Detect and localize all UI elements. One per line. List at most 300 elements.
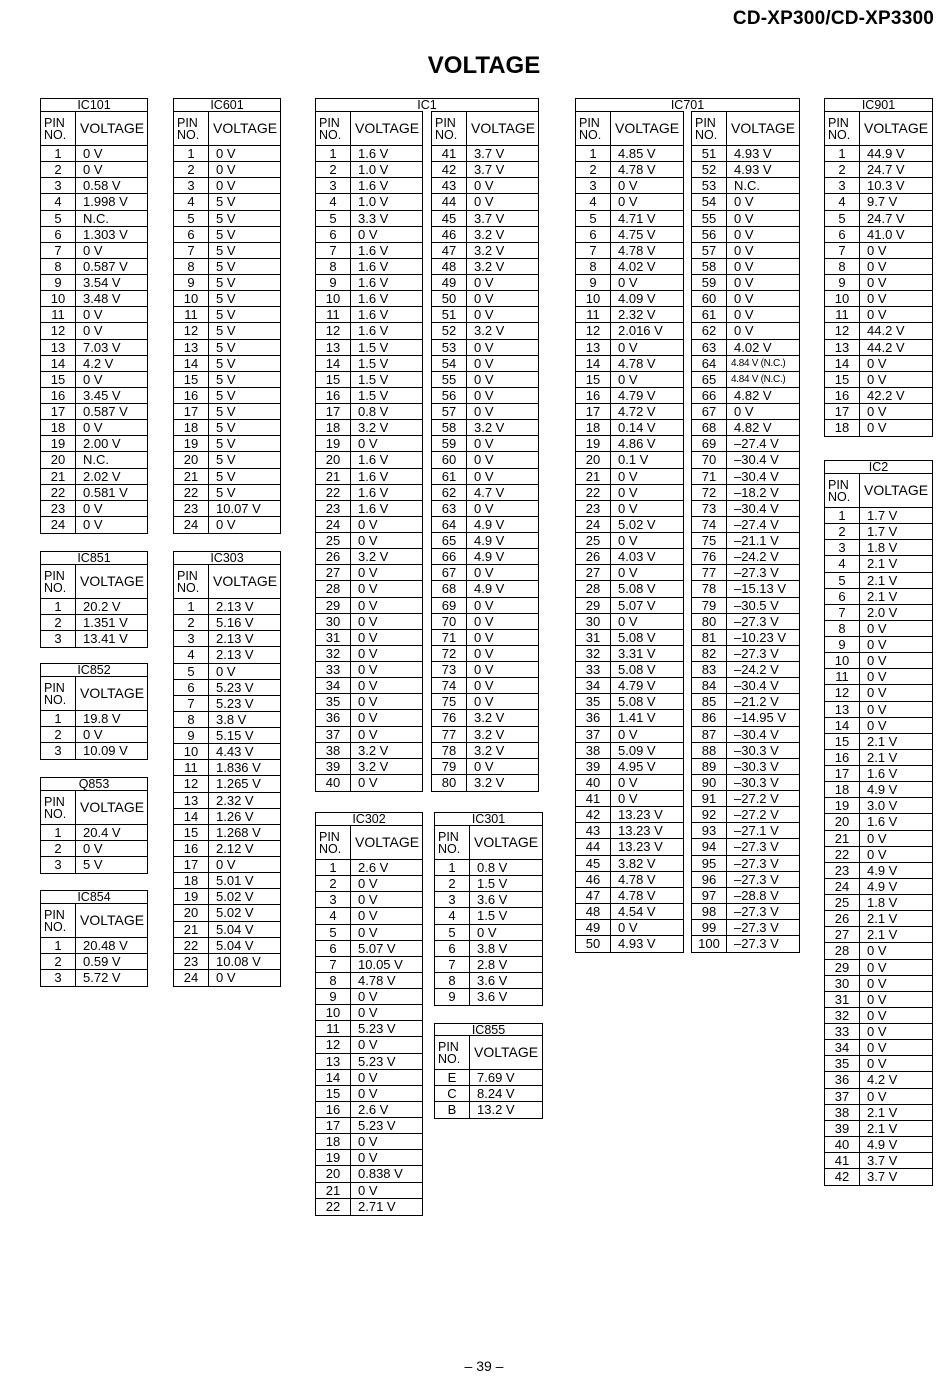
- table-row: [41, 970, 147, 986]
- voltage-value: 0 V: [83, 146, 103, 161]
- table-row: [576, 888, 683, 904]
- pin-number: 18: [174, 873, 209, 888]
- voltage-value: –30.3 V: [734, 758, 779, 774]
- pin-number: 14: [576, 356, 611, 371]
- voltage-value: 2.1 V: [867, 749, 898, 765]
- table-row: [316, 759, 422, 775]
- voltage-value: 0 V: [618, 484, 638, 500]
- table-row: [316, 227, 422, 243]
- table-row: [825, 685, 932, 701]
- table-row: [316, 1037, 422, 1053]
- voltage-value: 20.2 V: [83, 599, 121, 614]
- table-row: [432, 646, 538, 662]
- voltage-table: [315, 111, 423, 792]
- pin-number: 50: [576, 936, 611, 952]
- ic852-block: [40, 663, 148, 760]
- voltage-value: 1.6 V: [358, 291, 389, 307]
- voltage-value: 2.6 V: [358, 1101, 389, 1117]
- pin-number: 17: [825, 766, 860, 781]
- table-row: [576, 549, 683, 565]
- table-row: [692, 162, 799, 178]
- voltage-value: 0.838 V: [358, 1166, 403, 1182]
- voltage-value: 5 V: [216, 420, 236, 436]
- table-row: [174, 712, 280, 728]
- table-row: [692, 211, 799, 227]
- pin-number: 35: [316, 694, 351, 709]
- voltage-value: 0 V: [474, 452, 494, 468]
- table-title: IC855: [434, 1023, 543, 1036]
- pin-number: 10: [174, 291, 209, 306]
- voltage-value: 0 V: [358, 581, 378, 597]
- voltage-value: 0 V: [618, 371, 638, 387]
- voltage-value: 4.9 V: [867, 862, 898, 878]
- pin-number: 56: [692, 227, 727, 242]
- voltage-table: [691, 111, 800, 953]
- voltage-value: 5 V: [216, 194, 236, 210]
- voltage-value: 2.1 V: [867, 556, 898, 572]
- table-row: [316, 291, 422, 307]
- pin-no-header: [692, 112, 727, 145]
- voltage-value: 4.84 V (N.C.): [731, 373, 786, 385]
- voltage-value: 0 V: [474, 629, 494, 645]
- table-row: [174, 615, 280, 631]
- pin-label: PIN: [579, 116, 600, 130]
- voltage-header: VOLTAGE: [864, 482, 929, 498]
- voltage-value: 1.7 V: [867, 508, 898, 523]
- pin-number: 4: [174, 647, 209, 662]
- table-row: [692, 759, 799, 775]
- pin-number: 36: [576, 710, 611, 725]
- table-row: [432, 775, 538, 791]
- pin-number: 90: [692, 775, 727, 790]
- voltage-value: 0 V: [358, 1085, 378, 1101]
- table-row: [174, 696, 280, 712]
- voltage-value: 0 V: [358, 1005, 378, 1021]
- voltage-value: 0 V: [734, 226, 754, 242]
- voltage-value: 1.6 V: [358, 468, 389, 484]
- voltage-value: 5.08 V: [618, 581, 656, 597]
- pin-number: 55: [432, 372, 467, 387]
- table-row: [432, 581, 538, 597]
- pin-number: 5: [825, 211, 860, 226]
- pin-number: 16: [174, 388, 209, 403]
- pin-number: 48: [576, 904, 611, 919]
- pin-number: 76: [432, 710, 467, 725]
- pin-number: 5: [316, 925, 351, 940]
- pin-number: 16: [316, 388, 351, 403]
- pin-no-header: [174, 565, 209, 598]
- pin-number: 3: [825, 178, 860, 193]
- table-row: [174, 243, 280, 259]
- voltage-header: VOLTAGE: [213, 573, 278, 589]
- table-row: [825, 1105, 932, 1121]
- pin-number: 46: [432, 227, 467, 242]
- voltage-value: 2.1 V: [867, 927, 898, 943]
- voltage-value: 1.303 V: [83, 226, 128, 242]
- pin-number: 5: [316, 211, 351, 226]
- voltage-value: 0 V: [867, 669, 887, 685]
- table-row: [174, 793, 280, 809]
- voltage-value: 0.14 V: [618, 420, 656, 436]
- table-row: [432, 372, 538, 388]
- table-row: [316, 710, 422, 726]
- voltage-value: 0 V: [474, 468, 494, 484]
- q853-block: [40, 777, 148, 874]
- pin-number: 39: [576, 759, 611, 774]
- voltage-value: 3.2 V: [474, 742, 505, 758]
- table-row: [576, 259, 683, 275]
- pin-number: 51: [432, 307, 467, 322]
- table-header: [316, 826, 422, 860]
- table-row: [692, 356, 799, 372]
- voltage-value: 0 V: [867, 653, 887, 669]
- pin-number: 3: [41, 631, 76, 647]
- pin-number: 9: [174, 728, 209, 743]
- pin-number: 23: [825, 863, 860, 878]
- voltage-value: 0 V: [618, 726, 638, 742]
- pin-number: 9: [316, 989, 351, 1004]
- no-label: NO.: [44, 128, 67, 142]
- voltage-value: 3.2 V: [474, 226, 505, 242]
- table-row: [825, 669, 932, 685]
- pin-number: 8: [41, 259, 76, 274]
- pin-number: 11: [174, 760, 209, 775]
- voltage-value: 0 V: [474, 694, 494, 710]
- pin-number: 22: [316, 1199, 351, 1215]
- pin-number: 31: [825, 992, 860, 1007]
- voltage-value: 4.84 V (N.C.): [731, 357, 786, 369]
- table-row: [692, 146, 799, 162]
- table-row: [576, 727, 683, 743]
- voltage-value: 5 V: [216, 404, 236, 419]
- table-row: [432, 469, 538, 485]
- voltage-header: VOLTAGE: [474, 1044, 539, 1060]
- pin-number: 24: [316, 517, 351, 532]
- voltage-value: 3.2 V: [474, 242, 505, 258]
- table-row: [41, 825, 147, 841]
- pin-number: 68: [432, 581, 467, 596]
- voltage-value: 2.1 V: [867, 911, 898, 927]
- voltage-value: 0 V: [358, 710, 378, 726]
- table-row: [174, 469, 280, 485]
- pin-number: 5: [435, 925, 470, 940]
- table-row: [41, 954, 147, 970]
- table-row: [432, 340, 538, 356]
- table-row: [174, 227, 280, 243]
- pin-number: 71: [692, 469, 727, 484]
- table-row: [825, 750, 932, 766]
- pin-number: 43: [432, 178, 467, 193]
- voltage-value: 0 V: [618, 275, 638, 290]
- pin-number: 3: [41, 857, 76, 873]
- ic301-block: [434, 812, 543, 1006]
- pin-number: 17: [174, 857, 209, 872]
- table-row: [174, 776, 280, 792]
- voltage-value: 5.23 V: [358, 1021, 396, 1037]
- pin-number: 6: [825, 589, 860, 604]
- table-row: [825, 879, 932, 895]
- table-row: [692, 743, 799, 759]
- voltage-value: 4.82 V: [734, 387, 772, 403]
- no-label: NO.: [579, 128, 602, 142]
- pin-number: 42: [576, 807, 611, 822]
- table-header: [825, 112, 932, 146]
- pin-number: 42: [432, 162, 467, 177]
- table-title: IC301: [434, 812, 543, 825]
- pin-number: 21: [174, 922, 209, 937]
- pin-number: 13: [174, 793, 209, 808]
- pin-number: B: [435, 1102, 470, 1118]
- pin-number: 24: [41, 517, 76, 533]
- pin-number: 2: [41, 615, 76, 630]
- voltage-value: 5.23 V: [216, 679, 254, 695]
- table-row: [432, 323, 538, 339]
- table-row: [825, 1056, 932, 1072]
- table-row: [316, 211, 422, 227]
- voltage-value: 2.016 V: [618, 323, 663, 339]
- pin-number: 29: [316, 598, 351, 613]
- table-row: [316, 1086, 422, 1102]
- table-row: [41, 938, 147, 954]
- voltage-value: 4.93 V: [734, 162, 772, 178]
- table-row: [825, 275, 932, 291]
- table-row: [174, 680, 280, 696]
- voltage-value: 3.3 V: [358, 210, 389, 226]
- voltage-value: –24.2 V: [734, 662, 779, 677]
- voltage-value: 1.6 V: [358, 178, 389, 194]
- table-row: [825, 992, 932, 1008]
- voltage-value: 1.0 V: [358, 194, 389, 210]
- voltage-value: 4.82 V: [734, 420, 772, 436]
- pin-label: PIN: [44, 795, 65, 809]
- voltage-value: 0 V: [867, 830, 887, 846]
- table-row: [316, 1005, 422, 1021]
- pin-number: 88: [692, 743, 727, 758]
- table-row: [825, 814, 932, 830]
- voltage-value: 5.02 V: [216, 889, 254, 905]
- table-header: [432, 112, 538, 146]
- table-row: [174, 436, 280, 452]
- pin-number: 59: [432, 436, 467, 451]
- table-row: [432, 388, 538, 404]
- pin-number: 22: [316, 485, 351, 500]
- pin-number: 57: [692, 243, 727, 258]
- table-row: [825, 146, 932, 162]
- voltage-value: 1.6 V: [358, 452, 389, 468]
- table-row: [174, 857, 280, 873]
- table-row: [41, 485, 147, 501]
- table-row: [825, 340, 932, 356]
- pin-number: 1: [435, 860, 470, 875]
- pin-number: 10: [316, 1005, 351, 1020]
- pin-number: 36: [825, 1072, 860, 1087]
- no-label: NO.: [44, 807, 67, 821]
- pin-number: 4: [316, 194, 351, 209]
- voltage-header: VOLTAGE: [355, 834, 420, 850]
- pin-number: 45: [432, 211, 467, 226]
- voltage-value: –28.8 V: [734, 887, 779, 903]
- voltage-value: 44.2 V: [867, 323, 905, 339]
- pin-number: 15: [316, 372, 351, 387]
- table-row: [692, 452, 799, 468]
- voltage-value: 4.2 V: [867, 1072, 898, 1088]
- pin-number: 47: [576, 888, 611, 903]
- voltage-value: 4.79 V: [618, 387, 656, 403]
- voltage-value: 20.48 V: [83, 938, 128, 953]
- voltage-value: 4.9 V: [867, 1136, 898, 1152]
- pin-number: 6: [41, 227, 76, 242]
- voltage-value: 13.41 V: [83, 631, 128, 647]
- pin-no-header: [435, 1036, 470, 1069]
- table-row: [692, 388, 799, 404]
- table-header: [576, 112, 683, 146]
- table-row: [174, 599, 280, 615]
- table-row: [576, 904, 683, 920]
- table-header: [435, 1036, 542, 1070]
- table-title: IC601: [173, 98, 281, 111]
- pin-number: 69: [692, 436, 727, 451]
- pin-number: 6: [316, 941, 351, 956]
- pin-label: PIN: [319, 116, 340, 130]
- table-row: [692, 904, 799, 920]
- pin-number: 8: [825, 259, 860, 274]
- pin-number: 5: [825, 573, 860, 588]
- pin-number: 11: [825, 669, 860, 684]
- table-row: [825, 356, 932, 372]
- voltage-value: 2.8 V: [477, 956, 508, 972]
- voltage-value: 13.23 V: [618, 839, 663, 855]
- ic303-block: [173, 551, 281, 987]
- pin-number: 74: [432, 678, 467, 693]
- pin-number: 22: [174, 938, 209, 953]
- pin-number: 23: [576, 501, 611, 516]
- table-row: [316, 146, 422, 162]
- voltage-value: 3.2 V: [474, 774, 505, 790]
- voltage-value: N.C.: [83, 210, 109, 226]
- voltage-value: 1.5 V: [477, 876, 508, 892]
- pin-number: 16: [174, 841, 209, 856]
- table-row: [576, 404, 683, 420]
- pin-number: 15: [41, 372, 76, 387]
- voltage-value: 2.00 V: [83, 436, 121, 452]
- table-row: [825, 524, 932, 540]
- voltage-value: 4.9 V: [474, 549, 505, 565]
- voltage-value: 24.7 V: [867, 210, 905, 226]
- table-row: [174, 178, 280, 194]
- table-row: [825, 211, 932, 227]
- pin-number: 33: [316, 662, 351, 677]
- pin-number: 5: [576, 211, 611, 226]
- voltage-value: 0 V: [358, 694, 378, 710]
- table-row: [692, 549, 799, 565]
- voltage-value: 5.72 V: [83, 970, 121, 986]
- table-row: [174, 307, 280, 323]
- voltage-value: 5 V: [216, 339, 236, 355]
- pin-number: 46: [576, 872, 611, 887]
- voltage-value: 0 V: [474, 678, 494, 694]
- voltage-value: 5 V: [216, 371, 236, 387]
- table-title: IC852: [40, 663, 148, 676]
- pin-number: 89: [692, 759, 727, 774]
- pin-number: 2: [41, 954, 76, 969]
- table-row: [316, 630, 422, 646]
- pin-number: 21: [576, 469, 611, 484]
- voltage-value: 42.2 V: [867, 387, 905, 403]
- pin-number: 1: [316, 860, 351, 875]
- table-row: [174, 664, 280, 680]
- voltage-value: –14.95 V: [734, 710, 787, 726]
- table-row: [825, 927, 932, 943]
- voltage-value: 4.9 V: [474, 533, 505, 548]
- voltage-value: –27.4 V: [734, 436, 779, 452]
- table-row: [316, 372, 422, 388]
- table-row: [41, 259, 147, 275]
- pin-number: 12: [41, 323, 76, 338]
- voltage-value: 4.09 V: [618, 291, 656, 307]
- voltage-value: –30.4 V: [734, 452, 779, 468]
- no-label: NO.: [319, 128, 342, 142]
- pin-number: 9: [825, 275, 860, 290]
- table-row: [576, 630, 683, 646]
- table-row: [692, 678, 799, 694]
- pin-number: 41: [576, 791, 611, 806]
- voltage-value: 0.1 V: [618, 452, 649, 468]
- table-header: [435, 826, 542, 860]
- table-row: [432, 291, 538, 307]
- voltage-value: 0 V: [474, 178, 494, 194]
- pin-label: PIN: [44, 908, 65, 922]
- pin-number: 78: [432, 743, 467, 758]
- table-row: [316, 517, 422, 533]
- pin-no-header: [576, 112, 611, 145]
- pin-no-header: [825, 474, 860, 507]
- voltage-value: 0 V: [474, 339, 494, 355]
- pin-number: 8: [174, 712, 209, 727]
- voltage-value: 4.75 V: [618, 226, 656, 242]
- pin-number: 72: [692, 485, 727, 500]
- pin-number: 13: [576, 340, 611, 355]
- ic1-block: [315, 98, 539, 792]
- pin-number: 21: [825, 831, 860, 846]
- voltage-value: 0 V: [474, 387, 494, 403]
- pin-number: 9: [825, 637, 860, 652]
- table-row: [692, 920, 799, 936]
- pin-number: 14: [825, 718, 860, 733]
- pin-number: 31: [576, 630, 611, 645]
- pin-number: 49: [432, 275, 467, 290]
- voltage-value: –27.3 V: [734, 613, 779, 629]
- voltage-value: 0 V: [474, 355, 494, 371]
- voltage-value: 3.2 V: [474, 710, 505, 726]
- table-row: [432, 694, 538, 710]
- no-label: NO.: [438, 842, 461, 856]
- table-header: [41, 791, 147, 825]
- voltage-value: 0 V: [358, 597, 378, 613]
- table-row: [576, 662, 683, 678]
- voltage-value: –27.1 V: [734, 823, 779, 839]
- table-row: [825, 621, 932, 637]
- table-row: [692, 727, 799, 743]
- pin-number: 62: [432, 485, 467, 500]
- pin-number: 22: [41, 485, 76, 500]
- pin-number: 2: [316, 876, 351, 891]
- pin-number: 2: [435, 876, 470, 891]
- voltage-value: 0 V: [867, 1024, 887, 1039]
- table-row: [825, 243, 932, 259]
- table-row: [432, 227, 538, 243]
- voltage-value: 0 V: [867, 620, 887, 636]
- pin-number: 10: [174, 744, 209, 759]
